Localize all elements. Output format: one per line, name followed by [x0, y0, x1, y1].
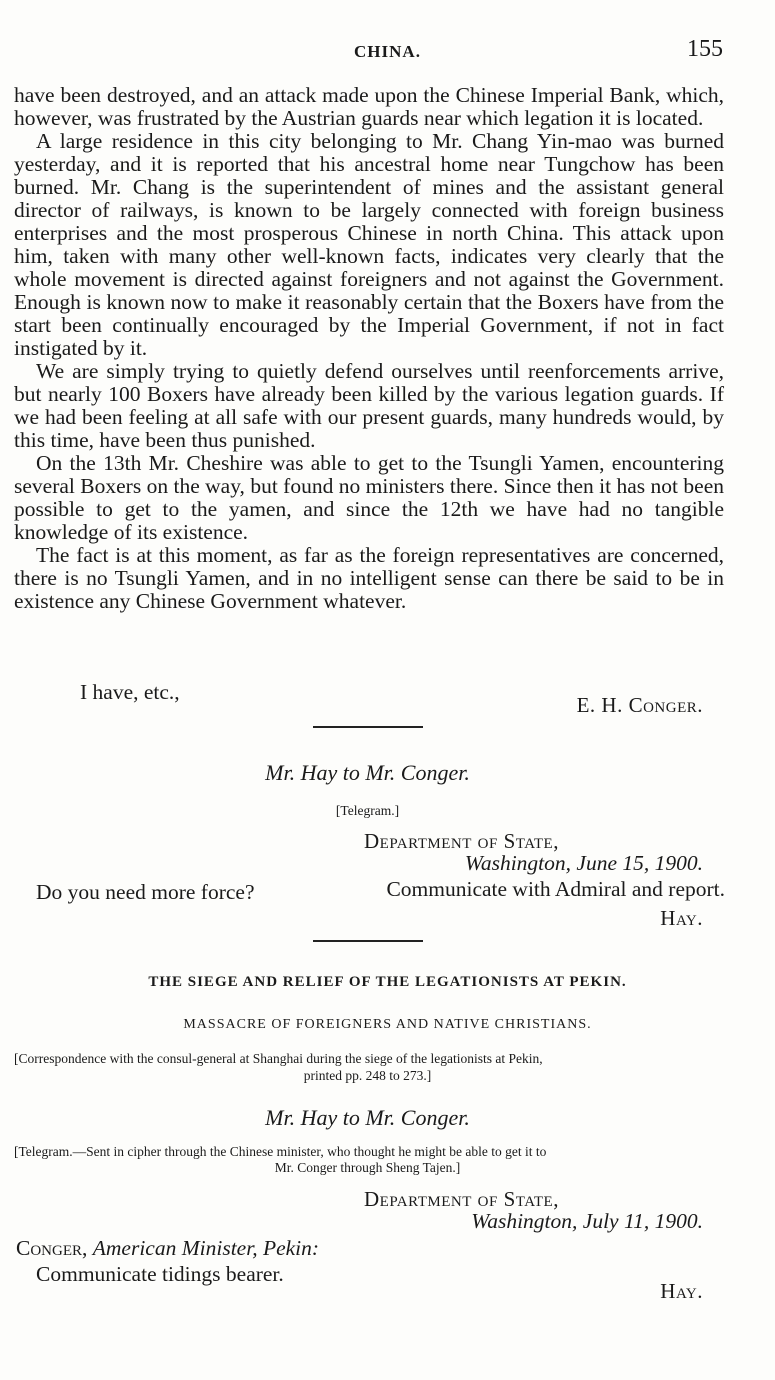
- dept-of-state: Department of State,: [364, 829, 559, 853]
- divider-rule: [313, 940, 423, 942]
- telegram-note: [Telegram.]: [335, 803, 400, 818]
- section-subtitle: MASSACRE OF FOREIGNERS AND NATIVE CHRISTIANS.: [183, 1017, 592, 1032]
- letter-heading: Mr. Hay to Mr. Conger.: [265, 760, 470, 785]
- paragraph-2: A large residence in this city belonging to Mr. Chang Yin-mao was burned yesterday, and it is reported that his ancestral home near Tungchow has been burned. Mr. Chang is the superintendent of mines and the assistant general director of railways, is known to be largely connected with foreign business enterprises and the most prosperous Chinese in north China. This attack upon him, taken with many other well-known facts, indicates very clearly that the whole movement is directed against foreigners and not against the Government. Enough is known now to make it reasonably certain that the Boxers have from the start been continually encouraged by the Imperial Government, if not in fact instigated by it.: [14, 129, 724, 360]
- signature-hay: Hay.: [660, 906, 703, 930]
- section-title: THE SIEGE AND RELIEF OF THE LEGATIONISTS AT PEKIN.: [148, 974, 627, 990]
- addressee-title: American Minister, Pekin:: [92, 1236, 320, 1260]
- section-note-line1: [Correspondence with the consul-general at Shanghai during the siege of the legationists at Pekin,: [14, 1051, 543, 1066]
- section-note-line2: printed pp. 248 to 273.]: [303, 1068, 432, 1083]
- paragraph-4: On the 13th Mr. Cheshire was able to get to the Tsungli Yamen, encountering several Boxers on the way, but found no ministers there. Since then it has not been possible to get to the yamen, and since the 12th we have had no tangible knowledge of its existence.: [14, 451, 724, 544]
- page-number: 155: [687, 36, 723, 62]
- divider-rule: [313, 726, 423, 728]
- telegram-body: Communicate tidings bearer.: [36, 1262, 284, 1286]
- telegram-body-question: Do you need more force?: [36, 880, 255, 904]
- place-date: Washington, July 11, 1900.: [471, 1209, 703, 1233]
- letter-closing: I have, etc.,: [80, 680, 180, 704]
- page-header: [0, 36, 775, 66]
- paragraph-3: We are simply trying to quietly defend ourselves until reenforcements arrive, but nearly 100 Boxers have already been killed by the various legation guards. If we had been feeling at all safe with our present guards, many hundreds would, by this time, have been thus punished.: [14, 359, 724, 452]
- telegram-body-instruction: Communicate with Admiral and report.: [386, 877, 725, 901]
- paragraph-5: The fact is at this moment, as far as the foreign representatives are concerned, there is no Tsungli Yamen, and in no intelligent sense can there be said to be in existence any Chinese Government whatever.: [14, 543, 724, 613]
- addressee: [16, 1236, 319, 1261]
- cipher-note-line2: Mr. Conger through Sheng Tajen.]: [274, 1160, 461, 1175]
- letter-heading: Mr. Hay to Mr. Conger.: [265, 1105, 470, 1130]
- signature-conger: E. H. Conger.: [576, 693, 703, 717]
- running-head: CHINA.: [354, 42, 421, 61]
- cipher-note-line1: [Telegram.—Sent in cipher through the Chinese minister, who thought he might be able to get it to: [14, 1144, 547, 1159]
- addressee-name: Conger,: [16, 1236, 88, 1260]
- dept-of-state: Department of State,: [364, 1187, 559, 1211]
- body-text: [14, 84, 724, 613]
- signature-hay: Hay.: [660, 1279, 703, 1303]
- place-date: Washington, June 15, 1900.: [464, 851, 703, 875]
- paragraph-1: have been destroyed, and an attack made upon the Chinese Imperial Bank, which, however, was frustrated by the Austrian guards near which legation it is located.: [14, 83, 724, 130]
